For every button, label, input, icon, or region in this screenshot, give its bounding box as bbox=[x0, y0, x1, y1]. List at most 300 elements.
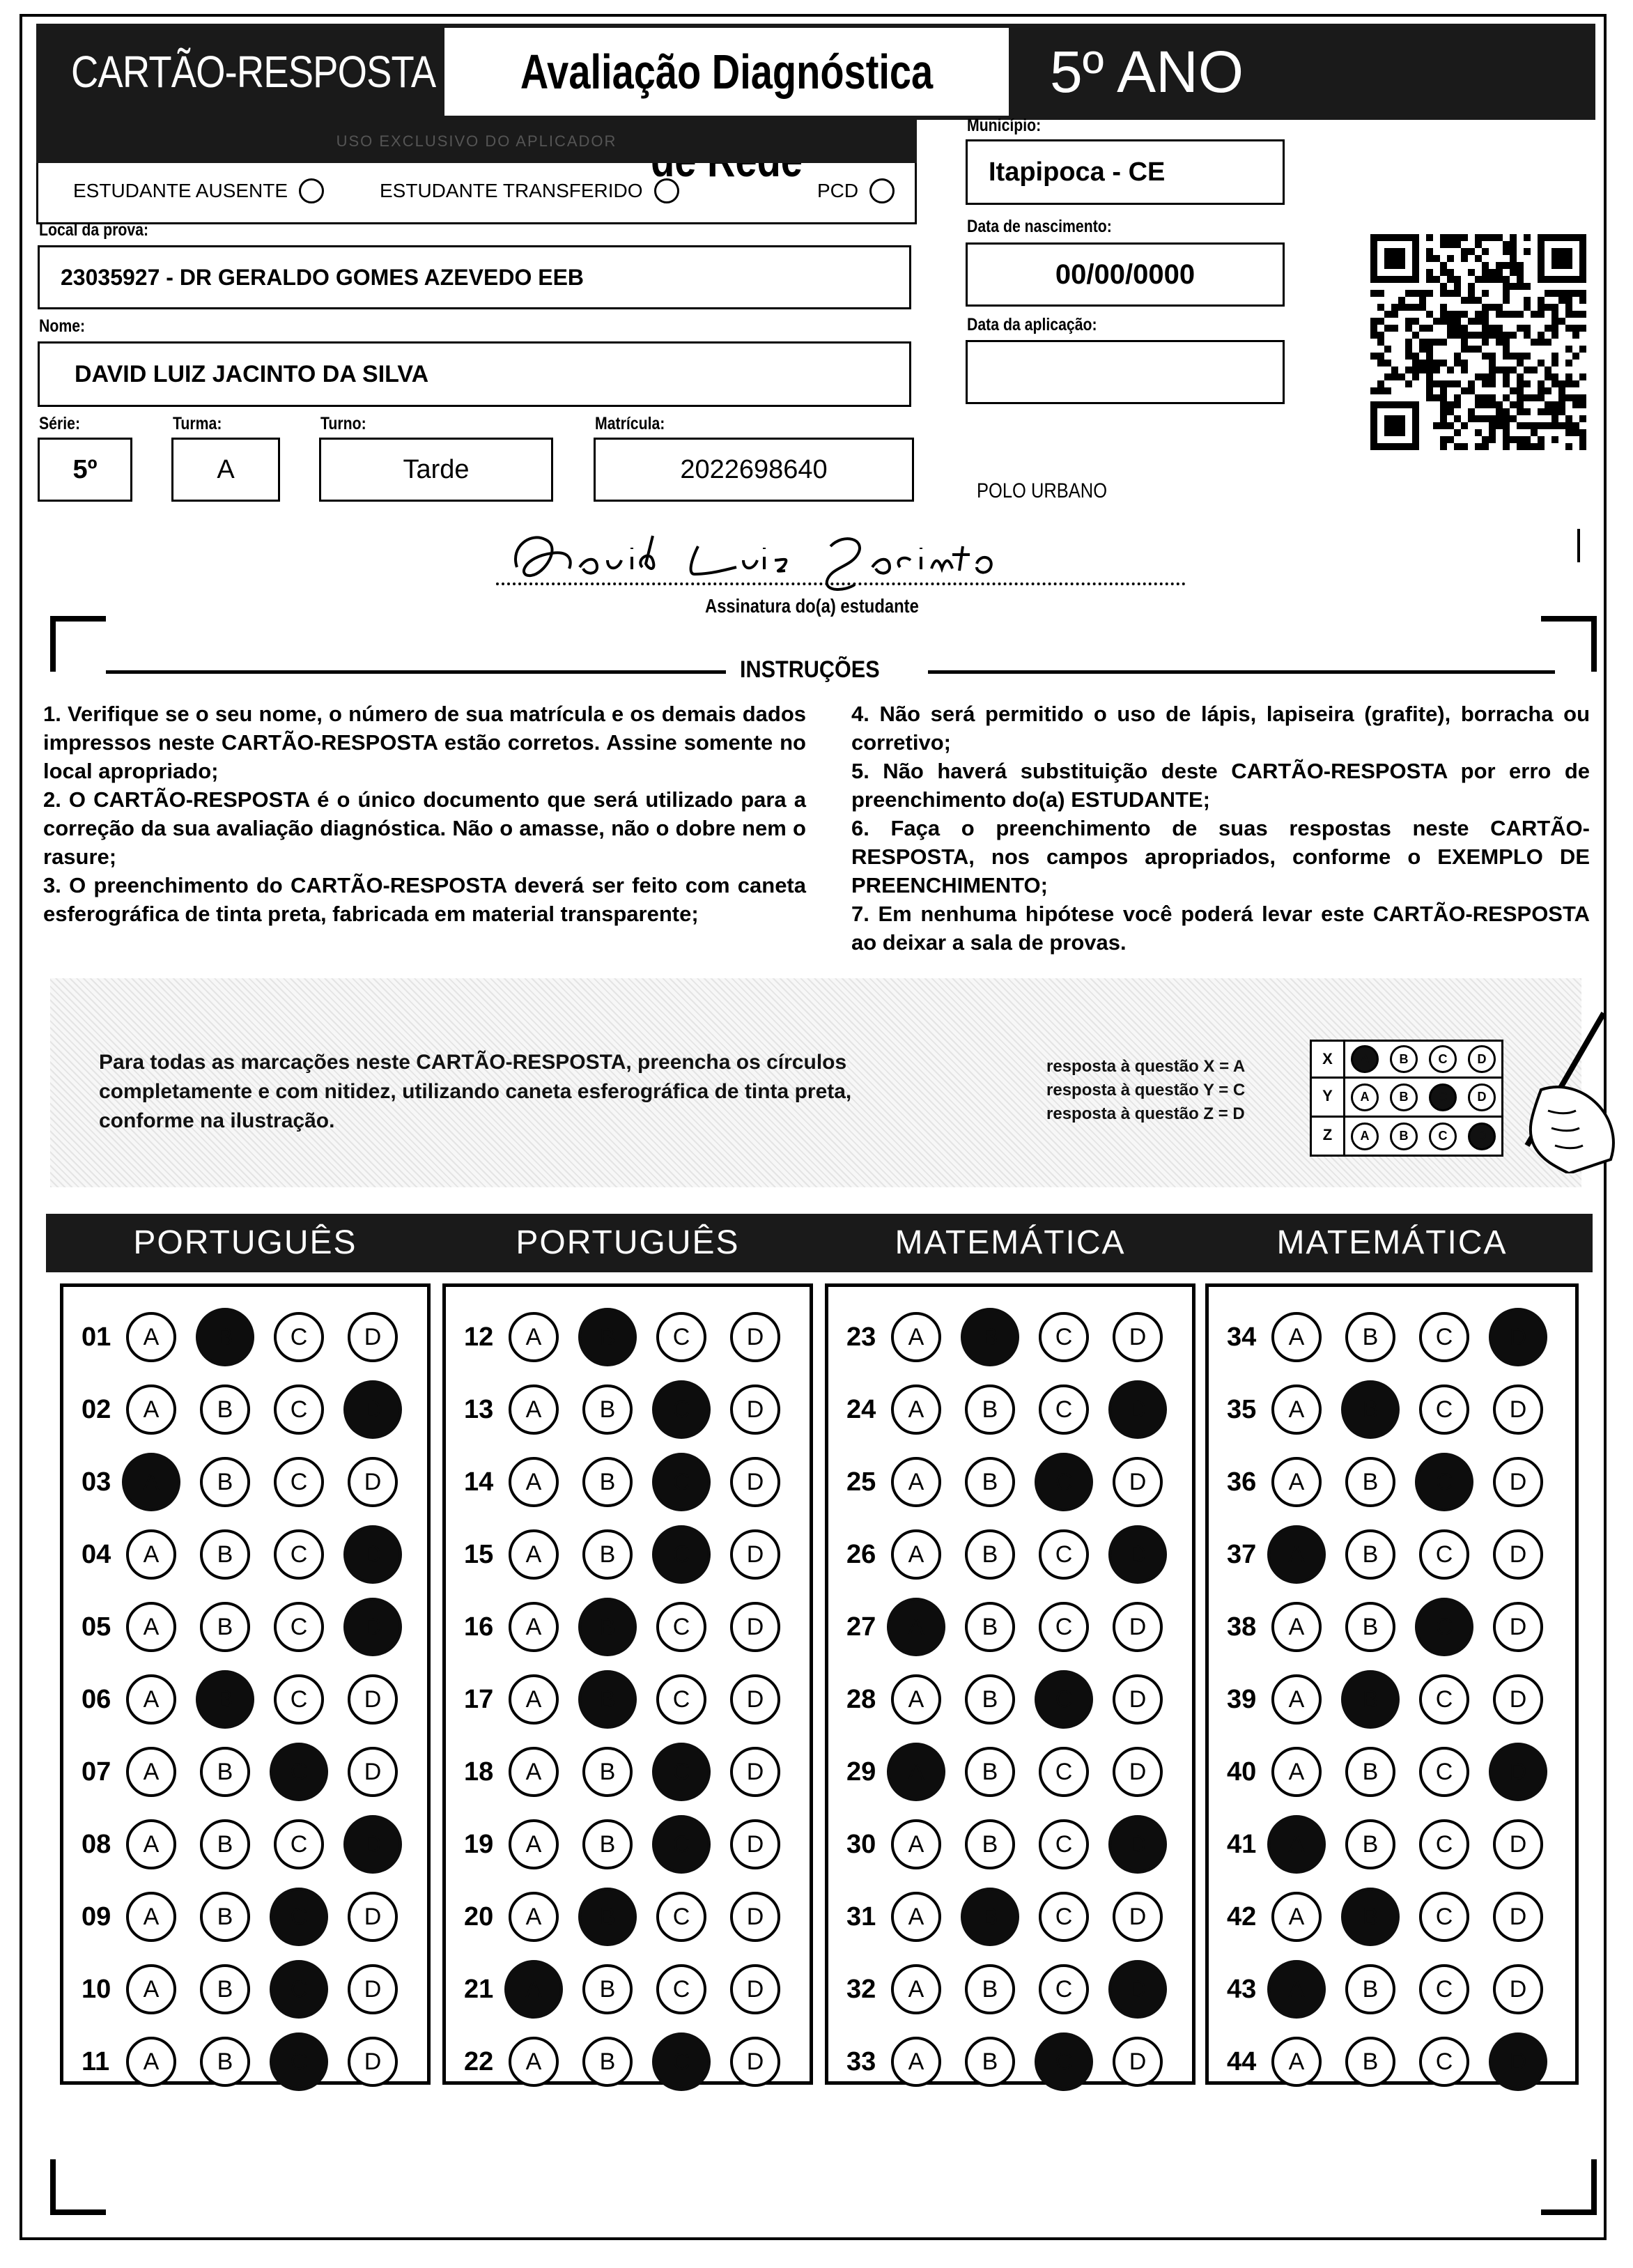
answer-bubble-a[interactable]: A bbox=[122, 1453, 180, 1511]
municipio-label: Município: bbox=[967, 116, 1042, 135]
answer-bubble-a[interactable]: A bbox=[126, 1892, 176, 1942]
answer-bubble-c[interactable]: C bbox=[1419, 1892, 1469, 1942]
answer-bubble-d[interactable]: D bbox=[730, 1457, 780, 1507]
answer-bubble-a[interactable]: A bbox=[126, 1602, 176, 1652]
fill-example-bubble: B bbox=[1390, 1045, 1418, 1073]
corner-mark-top-left bbox=[50, 616, 106, 672]
answer-bubble-a[interactable]: A bbox=[891, 1674, 941, 1725]
answer-column bbox=[60, 1283, 431, 2085]
answer-bubble-a[interactable]: A bbox=[509, 1384, 559, 1435]
turno-label: Turno: bbox=[320, 414, 366, 433]
answer-bubble-c[interactable]: C bbox=[274, 1602, 324, 1652]
question-row bbox=[1209, 1736, 1575, 1808]
answer-bubble-d[interactable]: D bbox=[730, 1819, 780, 1869]
answer-bubble-d[interactable]: D bbox=[343, 1815, 402, 1874]
answer-bubble-b[interactable]: B bbox=[1345, 1312, 1395, 1362]
answer-bubble-a[interactable]: A bbox=[1271, 1384, 1322, 1435]
answer-bubble-c[interactable]: C bbox=[652, 2032, 711, 2091]
answer-bubble-a[interactable]: A bbox=[509, 1457, 559, 1507]
answer-bubble-c[interactable]: C bbox=[1419, 2037, 1469, 2087]
question-row bbox=[446, 1663, 810, 1736]
answer-bubble-a[interactable]: A bbox=[1271, 1892, 1322, 1942]
answer-bubble-a[interactable]: A bbox=[891, 1964, 941, 2014]
answer-bubble-d[interactable]: D bbox=[1113, 1312, 1163, 1362]
answer-bubble-d[interactable]: D bbox=[348, 1674, 398, 1725]
answer-column bbox=[825, 1283, 1195, 2085]
answer-bubble-c[interactable]: C bbox=[1035, 2032, 1093, 2091]
answer-bubble-d[interactable]: D bbox=[1489, 1743, 1547, 1801]
answer-bubble-b[interactable]: B bbox=[965, 1964, 1015, 2014]
answer-bubble-d[interactable]: D bbox=[343, 1380, 402, 1439]
answer-bubble-b[interactable]: B bbox=[578, 1670, 637, 1729]
question-row bbox=[63, 1591, 427, 1663]
subject-header: PORTUGUÊS bbox=[428, 1214, 827, 1272]
fill-example-bubble: A bbox=[1351, 1045, 1379, 1073]
answer-bubble-b[interactable]: B bbox=[200, 1457, 250, 1507]
answer-bubble-d[interactable]: D bbox=[1493, 1964, 1543, 2014]
answer-bubble-a[interactable]: A bbox=[891, 1312, 941, 1362]
answer-bubble-a[interactable]: A bbox=[1271, 1457, 1322, 1507]
question-number: 44 bbox=[1227, 2047, 1257, 2076]
question-row bbox=[446, 1301, 810, 1373]
answer-bubble-a[interactable]: A bbox=[887, 1598, 945, 1656]
answer-bubble-d[interactable]: D bbox=[343, 1525, 402, 1584]
answer-bubble-a[interactable]: A bbox=[509, 1529, 559, 1580]
answer-bubble-d[interactable]: D bbox=[730, 2037, 780, 2087]
question-number: 06 bbox=[82, 1685, 111, 1714]
applicator-strip bbox=[36, 120, 917, 163]
answer-bubble-c[interactable]: C bbox=[1419, 1312, 1469, 1362]
question-row bbox=[828, 1663, 1192, 1736]
answer-bubble-d[interactable]: D bbox=[1113, 2037, 1163, 2087]
answer-bubble-c[interactable]: C bbox=[656, 1312, 706, 1362]
answer-bubble-b[interactable]: B bbox=[965, 1384, 1015, 1435]
answer-bubble-b[interactable]: B bbox=[582, 1819, 633, 1869]
answer-bubble-b[interactable]: B bbox=[582, 1747, 633, 1797]
question-row bbox=[63, 1736, 427, 1808]
option-transferred[interactable] bbox=[380, 178, 679, 203]
answer-bubble-c[interactable]: C bbox=[274, 1529, 324, 1580]
question-number: 09 bbox=[82, 1902, 111, 1931]
question-row bbox=[1209, 1446, 1575, 1518]
answer-bubble-d[interactable]: D bbox=[1493, 1674, 1543, 1725]
answer-bubble-b[interactable]: B bbox=[582, 1529, 633, 1580]
answer-bubble-d[interactable]: D bbox=[348, 1457, 398, 1507]
answer-bubble-c[interactable]: C bbox=[1039, 1964, 1089, 2014]
fill-example-text: Para todas as marcações neste CARTÃO-RESPOSTA, preencha os círculos completamente e com nitidez, utilizando caneta esferográfica de tinta preta, conforme na ilustração. bbox=[99, 1051, 852, 1132]
answer-bubble-a[interactable]: A bbox=[891, 1384, 941, 1435]
sheet-title: CARTÃO-RESPOSTA bbox=[71, 47, 436, 97]
answer-bubble-a[interactable]: A bbox=[1271, 1674, 1322, 1725]
answer-bubble-a[interactable]: A bbox=[126, 1312, 176, 1362]
answer-bubble-a[interactable]: A bbox=[509, 1747, 559, 1797]
instruction-item: 2. O CARTÃO-RESPOSTA é o único documento que será utilizado para a correção da sua avaliação diagnóstica. Não o amasse, não o dobre nem o rasure; bbox=[43, 787, 806, 869]
answer-bubble-b[interactable]: B bbox=[965, 1747, 1015, 1797]
answer-bubble-d[interactable]: D bbox=[348, 1964, 398, 2014]
answer-bubble-c[interactable]: C bbox=[1419, 1747, 1469, 1797]
answer-bubble-c[interactable]: C bbox=[1415, 1598, 1473, 1656]
answer-bubble-b[interactable]: B bbox=[965, 1819, 1015, 1869]
answer-bubble-d[interactable]: D bbox=[1113, 1892, 1163, 1942]
answer-bubble-c[interactable]: C bbox=[656, 1892, 706, 1942]
answer-bubble-a[interactable]: A bbox=[1271, 2037, 1322, 2087]
question-number: 28 bbox=[846, 1685, 876, 1714]
answer-bubble-d[interactable]: D bbox=[1489, 2032, 1547, 2091]
fill-example-row bbox=[1310, 1118, 1503, 1157]
question-number: 03 bbox=[82, 1467, 111, 1497]
answer-bubble-b[interactable]: B bbox=[1341, 1380, 1400, 1439]
answer-bubble-d[interactable]: D bbox=[730, 1602, 780, 1652]
answer-bubble-d[interactable]: D bbox=[1113, 1747, 1163, 1797]
answer-bubble-c[interactable]: C bbox=[1039, 1819, 1089, 1869]
answer-bubble-c[interactable]: C bbox=[274, 1457, 324, 1507]
answer-bubble-a[interactable]: A bbox=[126, 1747, 176, 1797]
answer-bubble-a[interactable]: A bbox=[1267, 1815, 1326, 1874]
question-row bbox=[63, 2026, 427, 2098]
answer-bubble-d[interactable]: D bbox=[1493, 1602, 1543, 1652]
answer-bubble-d[interactable]: D bbox=[730, 1312, 780, 1362]
answer-bubble-c[interactable]: C bbox=[1419, 1384, 1469, 1435]
answer-bubble-a[interactable]: A bbox=[509, 2037, 559, 2087]
matricula-value: 2022698640 bbox=[680, 454, 828, 484]
answer-bubble-d[interactable]: D bbox=[343, 1598, 402, 1656]
answer-bubble-b[interactable]: B bbox=[1341, 1888, 1400, 1946]
serie-box bbox=[38, 438, 132, 502]
question-row bbox=[446, 1953, 810, 2026]
answer-bubble-a[interactable]: A bbox=[891, 1819, 941, 1869]
question-number: 41 bbox=[1227, 1830, 1257, 1859]
birthdate-box bbox=[966, 242, 1285, 307]
answer-bubble-d[interactable]: D bbox=[1108, 1525, 1167, 1584]
answer-sheet bbox=[20, 14, 1607, 2240]
answer-bubble-b[interactable]: B bbox=[578, 1598, 637, 1656]
answer-bubble-a[interactable]: A bbox=[126, 1964, 176, 2014]
answer-bubble-b[interactable]: B bbox=[961, 1888, 1019, 1946]
answer-bubble-b[interactable]: B bbox=[200, 1529, 250, 1580]
answer-bubble-b[interactable]: B bbox=[1345, 2037, 1395, 2087]
turma-box bbox=[171, 438, 280, 502]
answer-bubble-c[interactable]: C bbox=[656, 1674, 706, 1725]
answer-bubble-b[interactable]: B bbox=[200, 1892, 250, 1942]
answer-bubble-b[interactable]: B bbox=[1345, 1457, 1395, 1507]
fill-example-key: Z bbox=[1312, 1118, 1345, 1155]
question-row bbox=[828, 2026, 1192, 2098]
answer-bubble-c[interactable]: C bbox=[1039, 1747, 1089, 1797]
turma-label: Turma: bbox=[173, 414, 222, 433]
hand-with-pen-icon bbox=[1499, 1006, 1625, 1173]
legend-line: resposta à questão Y = C bbox=[1046, 1081, 1246, 1100]
answer-bubble-d[interactable]: D bbox=[1108, 1815, 1167, 1874]
answer-bubble-a[interactable]: A bbox=[1271, 1602, 1322, 1652]
answer-bubble-a[interactable]: A bbox=[509, 1892, 559, 1942]
question-row bbox=[828, 1301, 1192, 1373]
answer-bubble-b[interactable]: B bbox=[1341, 1670, 1400, 1729]
answer-bubble-a[interactable]: A bbox=[126, 1819, 176, 1869]
question-row bbox=[1209, 1881, 1575, 1953]
question-number: 24 bbox=[846, 1395, 876, 1424]
answer-bubble-d[interactable]: D bbox=[1489, 1308, 1547, 1366]
fill-example-bubble: B bbox=[1390, 1123, 1418, 1150]
answer-bubble-b[interactable]: B bbox=[965, 1602, 1015, 1652]
instructions-left-column bbox=[43, 700, 806, 928]
answer-bubble-d[interactable]: D bbox=[1108, 1380, 1167, 1439]
question-row bbox=[828, 1518, 1192, 1591]
answer-bubble-c[interactable]: C bbox=[270, 1743, 328, 1801]
question-number: 02 bbox=[82, 1395, 111, 1424]
answer-bubble-b[interactable]: B bbox=[200, 1384, 250, 1435]
header-band bbox=[36, 24, 1595, 120]
option-transferred-circle[interactable] bbox=[654, 178, 679, 203]
applicator-strip-text: USO EXCLUSIVO DO APLICADOR bbox=[336, 132, 617, 150]
turno-value: Tarde bbox=[403, 454, 470, 484]
answer-bubble-d[interactable]: D bbox=[730, 1384, 780, 1435]
question-number: 27 bbox=[846, 1612, 876, 1642]
question-row bbox=[1209, 1808, 1575, 1881]
answer-bubble-b[interactable]: B bbox=[196, 1670, 254, 1729]
fill-example-row bbox=[1310, 1079, 1503, 1118]
local-value: 23035927 - DR GERALDO GOMES AZEVEDO EEB bbox=[61, 264, 585, 290]
corner-mark-bottom-left bbox=[50, 2159, 106, 2215]
answer-bubble-a[interactable]: A bbox=[504, 1960, 563, 2019]
answer-bubble-a[interactable]: A bbox=[1267, 1960, 1326, 2019]
fill-example-key: Y bbox=[1312, 1079, 1345, 1116]
answer-bubble-d[interactable]: D bbox=[1493, 1529, 1543, 1580]
answer-bubble-d[interactable]: D bbox=[348, 1312, 398, 1362]
question-row bbox=[63, 1663, 427, 1736]
question-number: 10 bbox=[82, 1975, 111, 2004]
answer-bubble-b[interactable]: B bbox=[582, 1964, 633, 2014]
answer-bubble-c[interactable]: C bbox=[1039, 1892, 1089, 1942]
fill-example-bubble: D bbox=[1468, 1123, 1496, 1150]
answer-bubble-c[interactable]: C bbox=[1039, 1384, 1089, 1435]
answer-bubble-b[interactable]: B bbox=[965, 1529, 1015, 1580]
answer-bubble-b[interactable]: B bbox=[1345, 1602, 1395, 1652]
answer-bubble-b[interactable]: B bbox=[965, 2037, 1015, 2087]
answer-bubble-a[interactable]: A bbox=[891, 1529, 941, 1580]
question-number: 20 bbox=[464, 1902, 494, 1931]
answer-bubble-b[interactable]: B bbox=[965, 1457, 1015, 1507]
answer-bubble-a[interactable]: A bbox=[891, 1892, 941, 1942]
answer-bubble-a[interactable]: A bbox=[1271, 1312, 1322, 1362]
answer-bubble-d[interactable]: D bbox=[730, 1747, 780, 1797]
answer-bubble-c[interactable]: C bbox=[1039, 1312, 1089, 1362]
question-row bbox=[828, 1373, 1192, 1446]
answer-bubble-d[interactable]: D bbox=[1108, 1960, 1167, 2019]
answer-bubble-b[interactable]: B bbox=[200, 1819, 250, 1869]
question-row bbox=[446, 1446, 810, 1518]
answer-bubble-c[interactable]: C bbox=[1419, 1674, 1469, 1725]
answer-bubble-c[interactable]: C bbox=[274, 1384, 324, 1435]
question-row bbox=[1209, 1518, 1575, 1591]
answer-bubble-b[interactable]: B bbox=[1345, 1964, 1395, 2014]
answer-bubble-a[interactable]: A bbox=[126, 1529, 176, 1580]
answer-bubble-c[interactable]: C bbox=[274, 1312, 324, 1362]
question-row bbox=[446, 1518, 810, 1591]
question-number: 36 bbox=[1227, 1467, 1257, 1497]
question-row bbox=[1209, 1663, 1575, 1736]
question-number: 07 bbox=[82, 1757, 111, 1787]
answer-bubble-d[interactable]: D bbox=[1113, 1602, 1163, 1652]
answer-bubble-b[interactable]: B bbox=[582, 1457, 633, 1507]
answer-bubble-a[interactable]: A bbox=[891, 2037, 941, 2087]
answer-bubble-a[interactable]: A bbox=[126, 2037, 176, 2087]
answer-bubble-c[interactable]: C bbox=[274, 1674, 324, 1725]
option-transferred-label: ESTUDANTE TRANSFERIDO bbox=[380, 180, 643, 201]
answer-bubble-d[interactable]: D bbox=[348, 1747, 398, 1797]
answer-bubble-a[interactable]: A bbox=[887, 1743, 945, 1801]
answer-bubble-b[interactable]: B bbox=[200, 1602, 250, 1652]
header-subtitle-box bbox=[444, 28, 1009, 116]
municipio-box bbox=[966, 139, 1285, 205]
question-number: 22 bbox=[464, 2047, 494, 2076]
fill-example-legend bbox=[1046, 1055, 1245, 1126]
option-pcd[interactable] bbox=[817, 178, 895, 203]
answer-bubble-c[interactable]: C bbox=[1039, 1602, 1089, 1652]
answer-bubble-a[interactable]: A bbox=[126, 1384, 176, 1435]
answer-bubble-a[interactable]: A bbox=[891, 1457, 941, 1507]
answer-bubble-d[interactable]: D bbox=[1493, 1819, 1543, 1869]
question-number: 16 bbox=[464, 1612, 494, 1642]
serie-value: 5º bbox=[72, 454, 98, 484]
answer-bubble-b[interactable]: B bbox=[200, 2037, 250, 2087]
question-row bbox=[1209, 1373, 1575, 1446]
option-absent-circle[interactable] bbox=[299, 178, 324, 203]
answer-bubble-c[interactable]: C bbox=[270, 1960, 328, 2019]
application-date-label: Data da aplicação: bbox=[967, 315, 1097, 334]
answer-bubble-a[interactable]: A bbox=[126, 1674, 176, 1725]
question-row bbox=[1209, 1301, 1575, 1373]
question-number: 25 bbox=[846, 1467, 876, 1497]
matricula-box bbox=[594, 438, 914, 502]
option-pcd-label: PCD bbox=[817, 180, 859, 201]
application-date-box[interactable] bbox=[966, 340, 1285, 404]
answer-bubble-c[interactable]: C bbox=[652, 1743, 711, 1801]
birthdate-label: Data de nascimento: bbox=[967, 217, 1112, 236]
answer-bubble-d[interactable]: D bbox=[1493, 1457, 1543, 1507]
answer-bubble-c[interactable]: C bbox=[274, 1819, 324, 1869]
answer-bubble-a[interactable]: A bbox=[509, 1312, 559, 1362]
answer-bubble-a[interactable]: A bbox=[1271, 1747, 1322, 1797]
fill-example-bubble: A bbox=[1351, 1083, 1379, 1111]
answer-bubble-c[interactable]: C bbox=[270, 1888, 328, 1946]
answer-bubble-c[interactable]: C bbox=[652, 1380, 711, 1439]
student-signature bbox=[503, 518, 1200, 602]
answer-bubble-b[interactable]: B bbox=[200, 1964, 250, 2014]
question-number: 01 bbox=[82, 1322, 111, 1352]
question-number: 38 bbox=[1227, 1612, 1257, 1642]
question-number: 29 bbox=[846, 1757, 876, 1787]
answer-bubble-c[interactable]: C bbox=[652, 1815, 711, 1874]
answer-bubble-c[interactable]: C bbox=[1419, 1819, 1469, 1869]
applicator-options bbox=[36, 163, 917, 224]
question-number: 19 bbox=[464, 1830, 494, 1859]
corner-mark-bottom-right bbox=[1541, 2159, 1597, 2215]
subject-header: PORTUGUÊS bbox=[46, 1214, 444, 1272]
answer-bubble-b[interactable]: B bbox=[1345, 1819, 1395, 1869]
answer-bubble-c[interactable]: C bbox=[652, 1525, 711, 1584]
fill-example-bubble: A bbox=[1351, 1123, 1379, 1150]
answer-bubble-c[interactable]: C bbox=[656, 1602, 706, 1652]
answer-bubble-b[interactable]: B bbox=[965, 1674, 1015, 1725]
answer-bubble-b[interactable]: B bbox=[582, 1384, 633, 1435]
answer-bubble-c[interactable]: C bbox=[656, 1964, 706, 2014]
answer-bubble-a[interactable]: A bbox=[509, 1674, 559, 1725]
answer-bubble-b[interactable]: B bbox=[1345, 1529, 1395, 1580]
option-pcd-circle[interactable] bbox=[869, 178, 895, 203]
answer-bubble-d[interactable]: D bbox=[1113, 1674, 1163, 1725]
answer-bubble-d[interactable]: D bbox=[1113, 1457, 1163, 1507]
question-number: 21 bbox=[464, 1975, 494, 2004]
fill-example-bubble: D bbox=[1468, 1083, 1496, 1111]
question-row bbox=[446, 1808, 810, 1881]
answer-bubble-d[interactable]: D bbox=[730, 1892, 780, 1942]
answer-bubble-b[interactable]: B bbox=[961, 1308, 1019, 1366]
answer-bubble-b[interactable]: B bbox=[1345, 1747, 1395, 1797]
answer-bubble-c[interactable]: C bbox=[1415, 1453, 1473, 1511]
answer-bubble-b[interactable]: B bbox=[196, 1308, 254, 1366]
answer-bubble-a[interactable]: A bbox=[509, 1602, 559, 1652]
answer-bubble-c[interactable]: C bbox=[270, 2032, 328, 2091]
instructions-right-column bbox=[851, 700, 1590, 957]
answer-bubble-c[interactable]: C bbox=[1039, 1529, 1089, 1580]
answer-bubble-d[interactable]: D bbox=[1493, 1384, 1543, 1435]
answer-bubble-d[interactable]: D bbox=[348, 1892, 398, 1942]
question-number: 30 bbox=[846, 1830, 876, 1859]
question-number: 14 bbox=[464, 1467, 494, 1497]
question-number: 43 bbox=[1227, 1975, 1257, 2004]
answer-bubble-c[interactable]: C bbox=[1035, 1670, 1093, 1729]
answer-bubble-d[interactable]: D bbox=[730, 1529, 780, 1580]
birthdate-value: 00/00/0000 bbox=[1055, 259, 1195, 290]
question-row bbox=[446, 1881, 810, 1953]
question-row bbox=[1209, 1953, 1575, 2026]
question-number: 04 bbox=[82, 1540, 111, 1569]
question-number: 40 bbox=[1227, 1757, 1257, 1787]
question-row bbox=[828, 1591, 1192, 1663]
question-number: 18 bbox=[464, 1757, 494, 1787]
question-row bbox=[63, 1446, 427, 1518]
question-number: 15 bbox=[464, 1540, 494, 1569]
question-row bbox=[63, 1881, 427, 1953]
signature-line bbox=[496, 583, 1186, 585]
answer-bubble-d[interactable]: D bbox=[730, 1674, 780, 1725]
question-row bbox=[828, 1953, 1192, 2026]
answer-bubble-b[interactable]: B bbox=[582, 2037, 633, 2087]
question-row bbox=[446, 1736, 810, 1808]
question-number: 31 bbox=[846, 1902, 876, 1931]
name-box bbox=[38, 341, 911, 407]
answer-bubble-c[interactable]: C bbox=[1419, 1964, 1469, 2014]
answer-bubble-a[interactable]: A bbox=[1267, 1525, 1326, 1584]
answer-bubble-d[interactable]: D bbox=[730, 1964, 780, 2014]
option-absent[interactable] bbox=[73, 178, 324, 203]
answer-bubble-b[interactable]: B bbox=[200, 1747, 250, 1797]
question-number: 08 bbox=[82, 1830, 111, 1859]
answer-column bbox=[442, 1283, 813, 2085]
answer-bubble-b[interactable]: B bbox=[578, 1308, 637, 1366]
instructions-title: INSTRUÇÕES bbox=[740, 656, 880, 683]
answer-bubble-d[interactable]: D bbox=[1493, 1892, 1543, 1942]
answer-bubble-c[interactable]: C bbox=[1419, 1529, 1469, 1580]
answer-bubble-c[interactable]: C bbox=[652, 1453, 711, 1511]
answer-bubble-a[interactable]: A bbox=[509, 1819, 559, 1869]
answer-bubble-d[interactable]: D bbox=[348, 2037, 398, 2087]
question-number: 17 bbox=[464, 1685, 494, 1714]
answer-bubble-b[interactable]: B bbox=[578, 1888, 637, 1946]
answer-bubble-c[interactable]: C bbox=[1035, 1453, 1093, 1511]
grade-label: 5º ANO bbox=[1050, 39, 1244, 105]
instruction-item: 1. Verifique se o seu nome, o número de sua matrícula e os demais dados impressos neste CARTÃO-RESPOSTA estão corretos. Assine somente no local apropriado; bbox=[43, 702, 806, 783]
